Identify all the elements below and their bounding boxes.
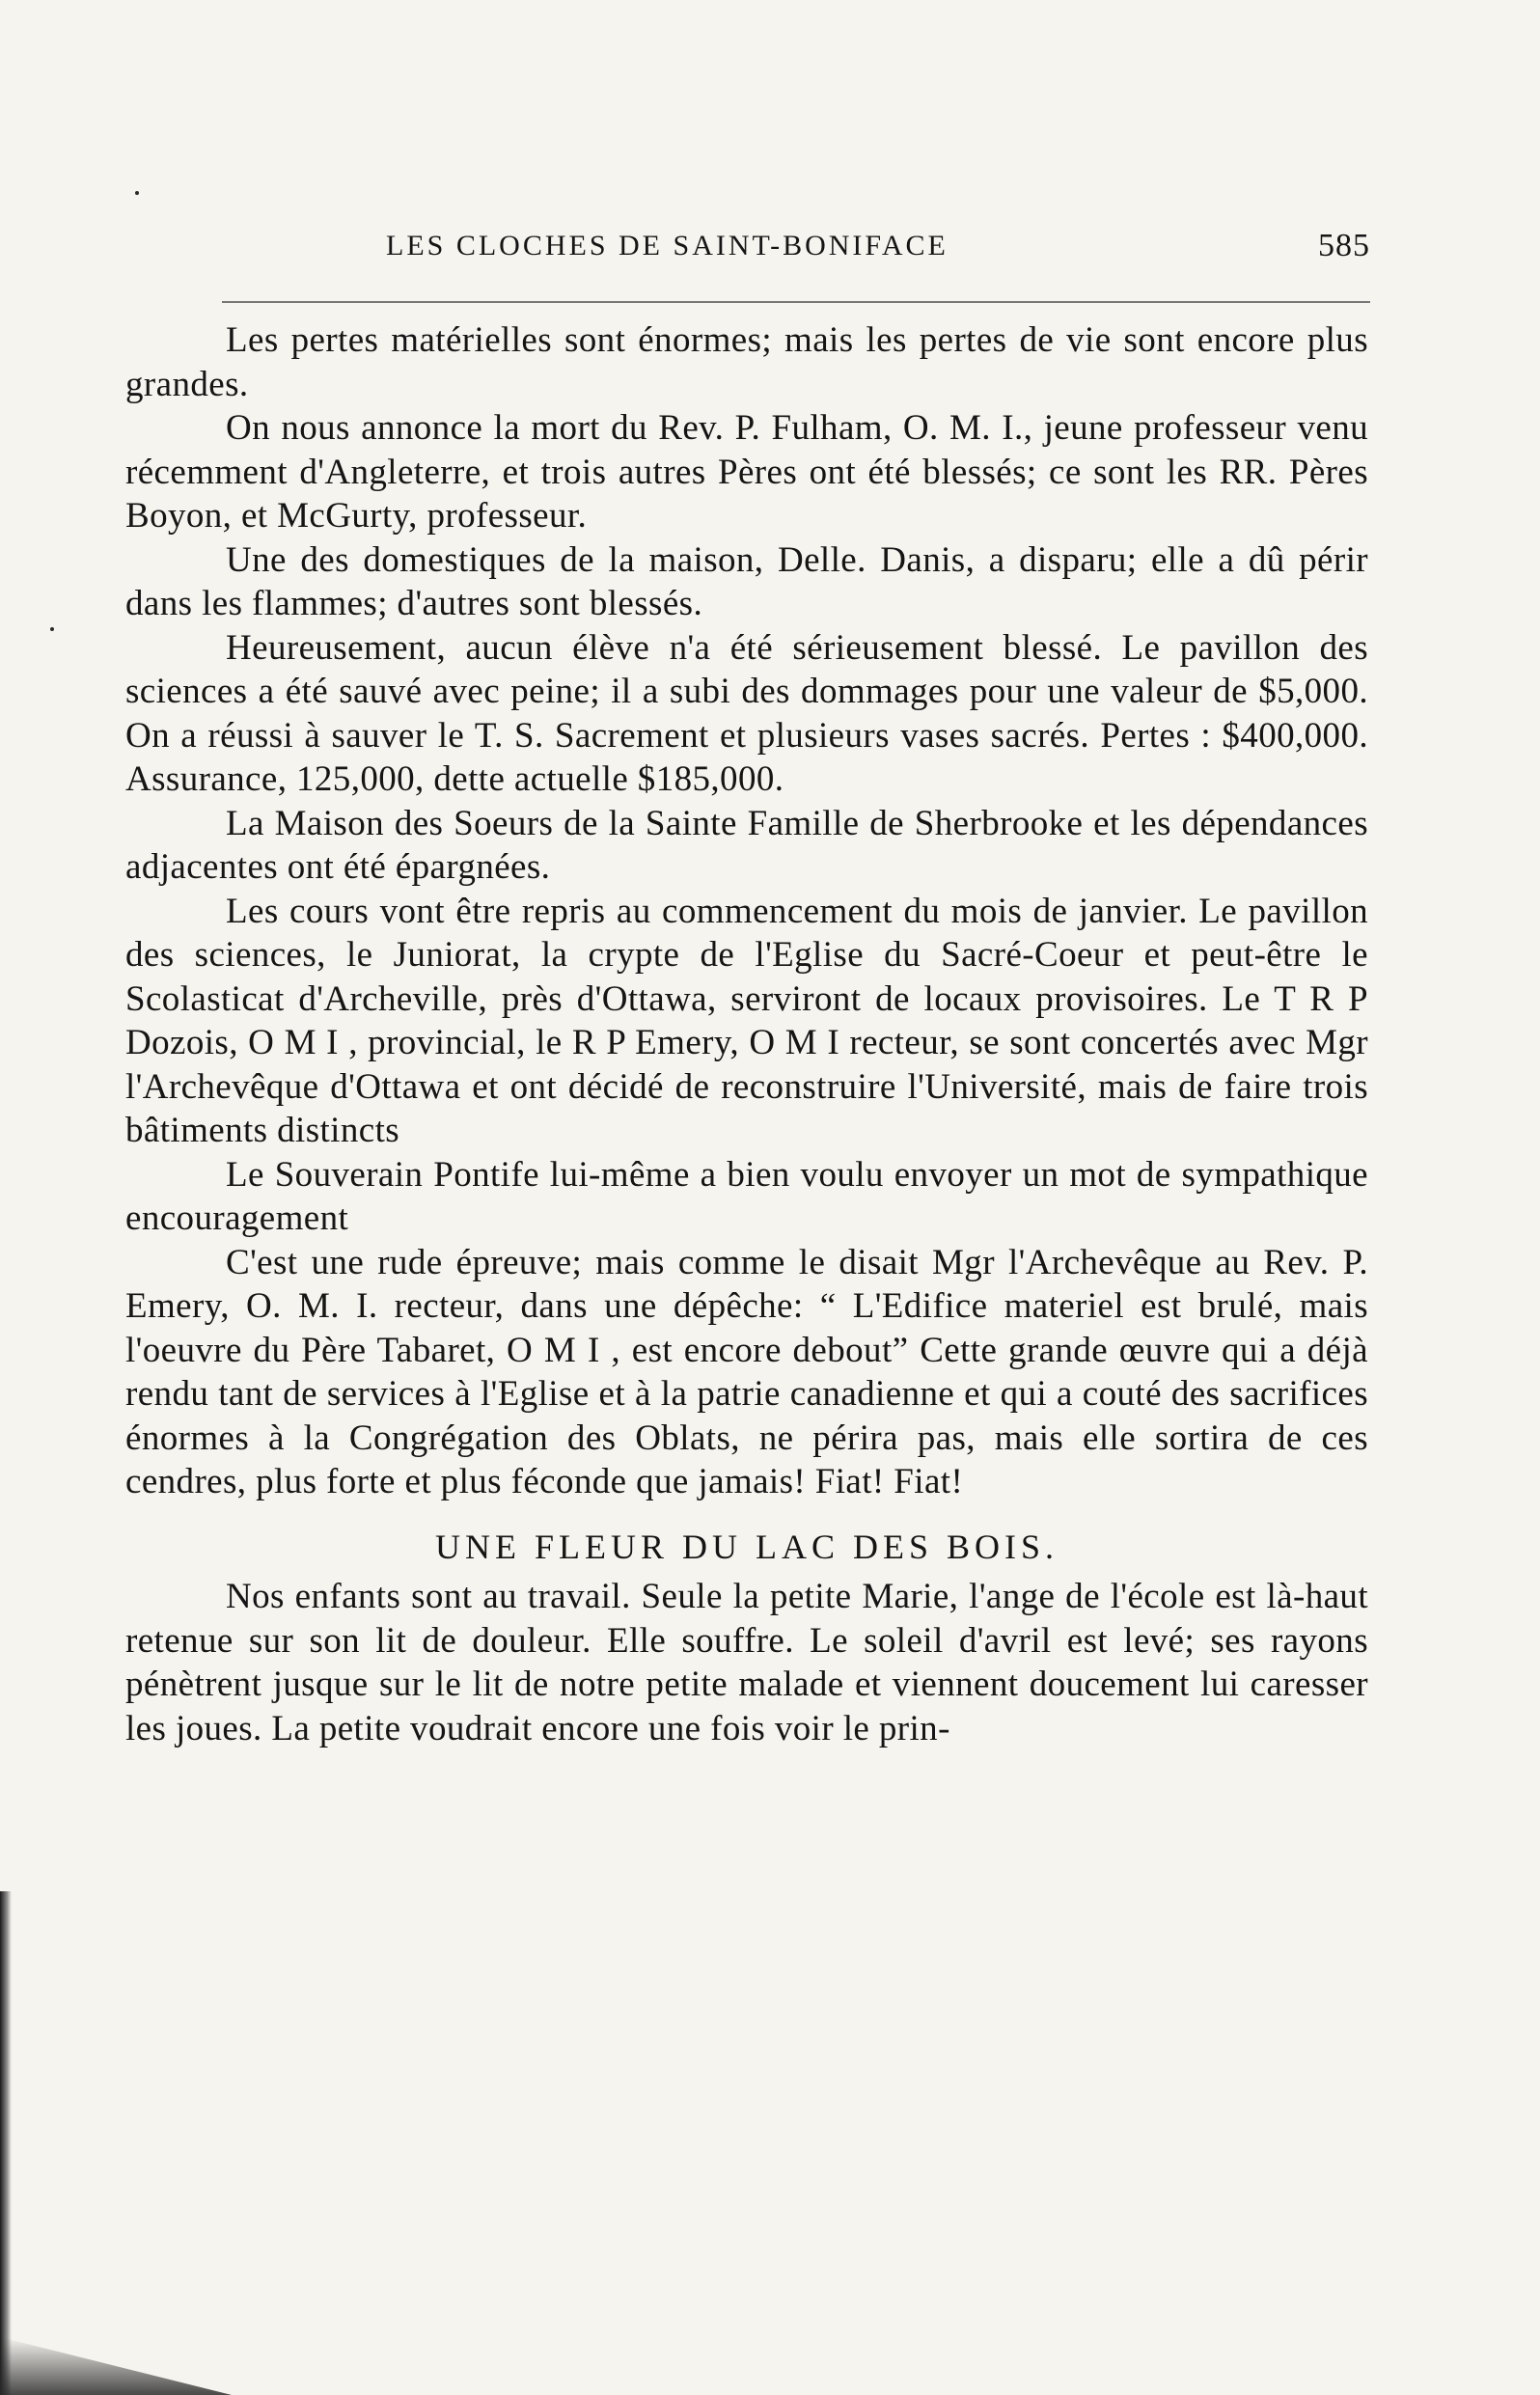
- header-rule: [222, 301, 1370, 303]
- running-title: LES CLOCHES DE SAINT-BONIFACE: [386, 230, 949, 262]
- page-number: 585: [1318, 228, 1370, 263]
- paragraph: Heureusement, aucun élève n'a été sérieusement blessé. Le pavillon des sciences a été sauvé avec peine; il a subi des dommages pour une valeur de $5,000. On a réussi à sauver le T. S. Sacrement et plusieurs vases sacrés. Pertes : $400,000. Assurance, 125,000, dette actuelle $185,000.: [125, 627, 1368, 799]
- paragraph: C'est une rude épreuve; mais comme le disait Mgr l'Archevêque au Rev. P. Emery, O. M. I. recteur, dans une dépêche: “ L'Edifice materiel est brulé, mais l'oeuvre du Père Tabaret, O M I , est encore debout” Cette grande œuvre qui a déjà rendu tant de services à l'Eglise et à la patrie canadienne et qui a couté des sacrifices énormes à la Congrégation des Oblats, ne périra pas, mais elle sortira de ces cendres, plus forte et plus féconde que jamais! Fiat! Fiat!: [125, 1242, 1368, 1501]
- page-edge-shadow: [0, 1891, 12, 2395]
- paragraph: Le Souverain Pontife lui-même a bien voulu envoyer un mot de sympathique encouragement: [125, 1154, 1368, 1238]
- paragraph: Les pertes matérielles sont énormes; mais les pertes de vie sont encore plus grandes.: [125, 320, 1368, 404]
- section-body: [125, 1575, 1368, 1750]
- paragraph: Une des domestiques de la maison, Delle. Danis, a disparu; elle a dû périr dans les flammes; d'autres sont blessés.: [125, 539, 1368, 623]
- page-header: [386, 230, 1370, 272]
- section-title: UNE FLEUR DU LAC DES BOIS.: [434, 1527, 1059, 1566]
- paragraph: Les cours vont être repris au commencement du mois de janvier. Le pavillon des sciences, le Juniorat, la crypte de l'Eglise du Sacré-Coeur et peut-être le Scolasticat d'Archeville, près d'Ottawa, serviront de locaux provisoires. Le T R P Dozois, O M I , provincial, le R P Emery, O M I recteur, se sont concertés avec Mgr l'Archevêque d'Ottawa et ont décidé de reconstruire l'Université, mais de faire trois bâtiments distincts: [125, 891, 1368, 1150]
- paragraph: Nos enfants sont au travail. Seule la petite Marie, l'ange de l'école est là-haut retenue sur son lit de douleur. Elle souffre. Le soleil d'avril est levé; ses rayons pénètrent jusque sur le lit de notre petite malade et viennent doucement lui caresser les joues. La petite voudrait encore une fois voir le prin-: [125, 1577, 1368, 1748]
- ink-speck: [50, 627, 54, 631]
- page-body: [125, 318, 1368, 1750]
- page-corner-shadow: [0, 2337, 232, 2395]
- paragraph: La Maison des Soeurs de la Sainte Famille de Sherbrooke et les dépendances adjacentes ont été épargnées.: [125, 803, 1368, 887]
- paragraph: On nous annonce la mort du Rev. P. Fulham, O. M. I., jeune professeur venu récemment d'Angleterre, et trois autres Pères ont été blessés; ce sont les RR. Pères Boyon, et McGurty, professeur.: [125, 408, 1368, 536]
- ink-speck: [135, 191, 139, 195]
